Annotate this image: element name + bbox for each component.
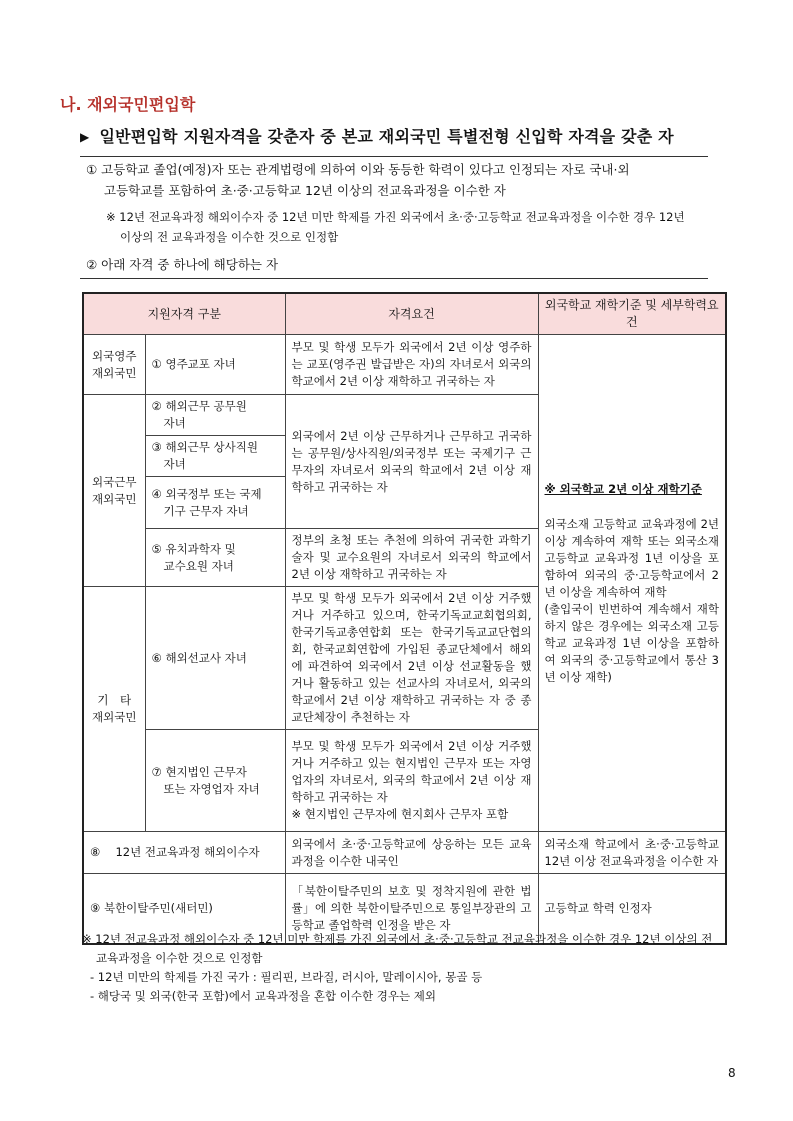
intro-item1-line2: 고등학교를 포함하여 초·중·고등학교 12년 이상의 전교육과정을 이수한 자 [104,183,506,198]
req-row-2-4: 외국에서 2년 이상 근무하거나 근무하고 귀국하는 공무원/상사직원/외국정부 또는 국제기구 근무자의 자녀로서 외국의 학교에서 2년 이상 재학하고 귀국하는 자 [285,395,538,529]
req-row-9: 「북한이탈주민의 보호 및 정착지원에 관한 법률」에 의한 북한이탈주민으로 통일부장관의 고등학교 졸업학력 인정을 받은 자 [285,874,538,944]
divider-bottom [80,278,708,279]
sub-row-1: ① 영주교포 자녀 [145,335,285,395]
sub-row-4: ④ 외국정부 또는 국제 기구 근무자 자녀 [145,477,285,529]
sub-row-5: ⑤ 유치과학자 및 교수요원 자녀 [145,529,285,587]
detail-heading: ※ 외국학교 2년 이상 재학기준 [544,481,702,496]
header-detail: 외국학교 재학기준 및 세부학력요건 [538,293,726,335]
req-row-6: 부모 및 학생 모두가 외국에서 2년 이상 거주했거나 거주하고 있으며, 한국기독교교회협의회, 한국기독교총연합회 또는 한국기독교교단협의회, 한국교회연합에 가입된 종교단체에서 해외에 파견하여 외국에서 2년 이상 선교활동을 했거나 활동하고 있는 선교사의 자녀로서, 외국의 학교에서 2년 이상 재학하고 귀국하는 자 중 종교단체장이 추천하는 자 [285,587,538,730]
footnote-line3: - 12년 미만의 학제를 가진 국가 : 필리핀, 브라질, 러시아, 말레이시아, 몽골 등 [90,970,483,984]
detail-merged [538,335,726,832]
table-row [83,832,726,874]
intro-item1-line1: ① 고등학교 졸업(예정)자 또는 관계법령에 의하여 이와 동등한 학력이 있다고 인정되는 자로 국내·외 [86,162,630,177]
intro-note-line1: ※ 12년 전교육과정 해외이수자 중 12년 미만 학제를 가진 외국에서 초·중·고등학교 전교육과정을 이수한 경우 12년 [106,210,685,224]
page-number: 8 [728,1066,736,1080]
detail-row-8: 외국소재 학교에서 초·중·고등학교 12년 이상 전교육과정을 이수한 자 [538,832,726,874]
sub-row-7: ⑦ 현지법인 근무자 또는 자영업자 자녀 [145,730,285,832]
sub-row-6: ⑥ 해외선교사 자녀 [145,587,285,730]
sub-row-9: ⑨ 북한이탈주민(새터민) [83,874,285,944]
detail-row-9: 고등학교 학력 인정자 [538,874,726,944]
req-row-8: 외국에서 초·중·고등학교에 상응하는 모든 교육과정을 이수한 내국인 [285,832,538,874]
sub-row-3: ③ 해외근무 상사직원 자녀 [145,436,285,477]
intro-note-line2: 이상의 전 교육과정을 이수한 것으로 인정함 [120,230,339,244]
group-permanent: 외국영주 재외국민 [83,335,145,395]
req-row-1: 부모 및 학생 모두가 외국에서 2년 이상 영주하는 교포(영주권 발급받은 자)의 자녀로서 외국의 학교에서 2년 이상 재학하고 귀국하는 자 [285,335,538,395]
divider-top [80,156,708,157]
footnote-line2: 교육과정을 이수한 것으로 인정함 [96,951,263,965]
section-title: 나. 재외국민편입학 [60,95,196,114]
detail-body: 외국소재 고등학교 교육과정에 2년 이상 계속하여 재학 또는 외국소재 고등학교 교육과정 1년 이상을 포함하여 외국의 중·고등학교에서 2년 이상을 계속하여 재학 [544,516,719,599]
header-requirement: 자격요건 [285,293,538,335]
group-overseas-work: 외국근무 재외국민 [83,395,145,587]
footnote-line4: - 해당국 및 외국(한국 포함)에서 교육과정을 혼합 이수한 경우는 제외 [90,989,436,1003]
triangle-marker-icon: ▶ [80,130,90,144]
sub-row-8: ⑧ 12년 전교육과정 해외이수자 [83,832,285,874]
subtitle-text: 일반편입학 지원자격을 갖춘자 중 본교 재외국민 특별전형 신입학 자격을 갖춘 자 [99,127,674,146]
footnote-line1: ※ 12년 전교육과정 해외이수자 중 12년 미만 학제를 가진 외국에서 초·중·고등학교 전교육과정을 이수한 경우 12년 이상의 전 [82,932,713,946]
detail-note: (출입국이 빈번하여 계속해서 재학하지 않은 경우에는 외국소재 고등학교 교육과정 1년 이상을 포함하여 외국의 중·고등학교에서 통산 3년 이상 재학) [544,601,719,684]
eligibility-table [82,292,727,945]
table-row [83,335,726,395]
footnotes [82,930,712,1006]
table-header-row [83,293,726,335]
req-row-7: 부모 및 학생 모두가 외국에서 2년 이상 거주했거나 거주하고 있는 현지법인 근무자 또는 자영업자의 자녀로서, 외국의 학교에서 2년 이상 재학하고 귀국하는 자 ※ 현지법인 근무자에 현지회사 근무자 포함 [285,730,538,832]
group-other: 기 타 재외국민 [83,587,145,832]
sub-row-2: ② 해외근무 공무원 자녀 [145,395,285,436]
header-category: 지원자격 구분 [83,293,285,335]
subtitle [80,124,674,147]
req-row-5: 정부의 초청 또는 추천에 의하여 귀국한 과학기술자 및 교수요원의 자녀로서 외국의 학교에서 2년 이상 재학하고 귀국하는 자 [285,529,538,587]
intro-item2: ② 아래 자격 중 하나에 해당하는 자 [86,257,279,272]
